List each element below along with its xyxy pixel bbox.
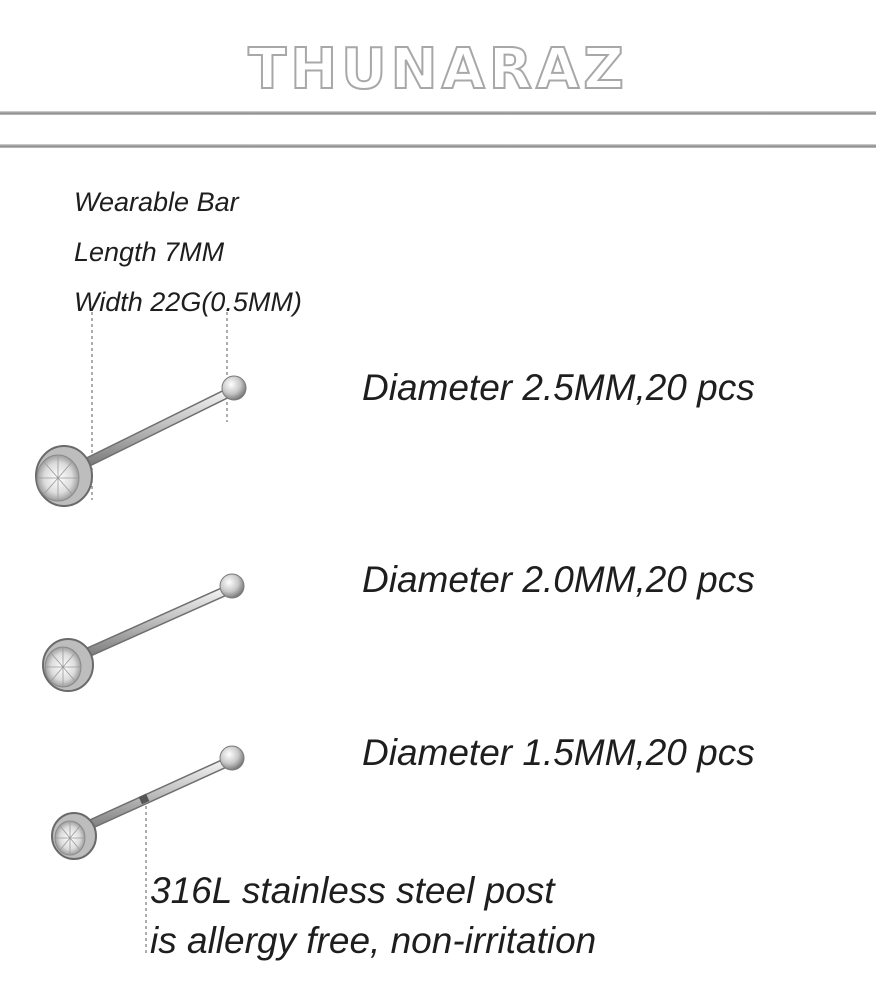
spec-length: Length 7MM — [74, 237, 225, 267]
nose-pin-2-0mm — [43, 574, 244, 691]
variant-label-2-5mm: Diameter 2.5MM,20 pcs — [362, 367, 755, 408]
material-note-line2: is allergy free, non-irritation — [150, 920, 597, 961]
brand-logo: THUNARAZ — [248, 37, 628, 102]
spec-width: Width 22G(0.5MM) — [74, 287, 302, 317]
nose-pin-1-5mm — [52, 746, 244, 859]
material-note-line1: 316L stainless steel post — [150, 870, 555, 911]
nose-pin-2-5mm — [36, 376, 246, 506]
variant-label-1-5mm: Diameter 1.5MM,20 pcs — [362, 732, 755, 773]
spec-wearable-bar: Wearable Bar — [74, 187, 239, 217]
variant-label-2-0mm: Diameter 2.0MM,20 pcs — [362, 559, 755, 600]
